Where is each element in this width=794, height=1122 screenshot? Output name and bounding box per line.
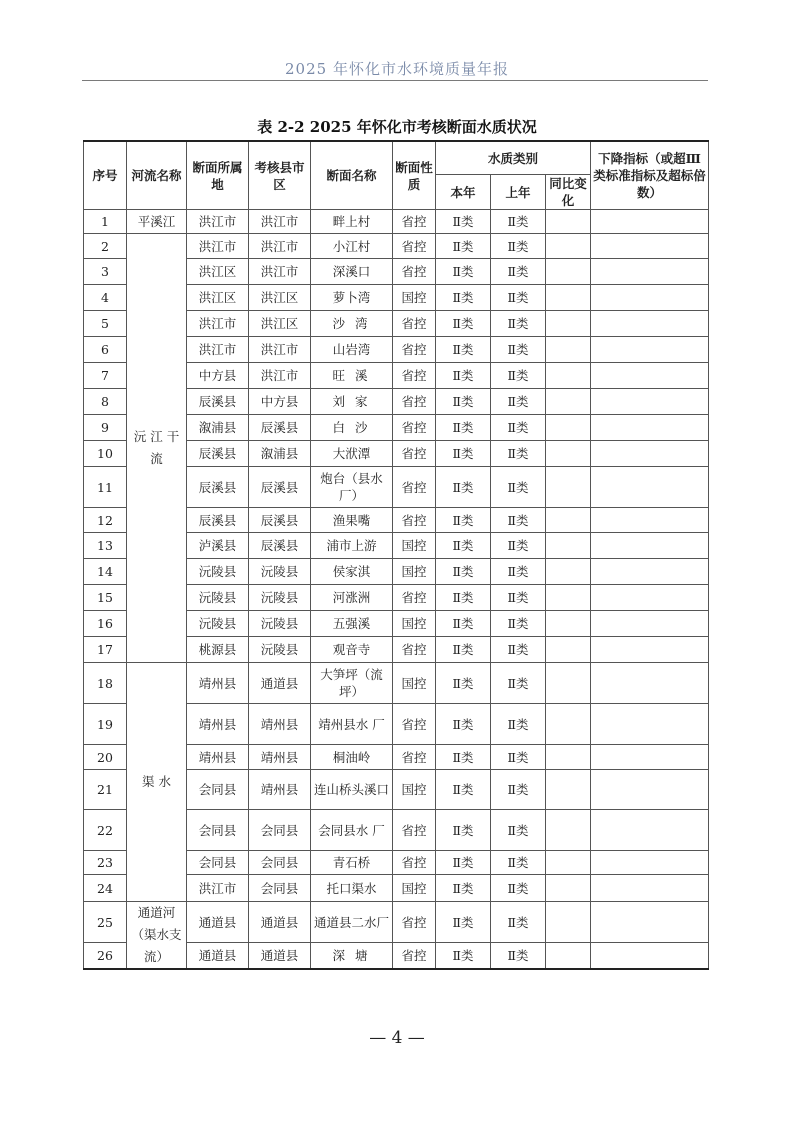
row-class-this-year: Ⅱ类 (436, 508, 491, 533)
row-decline (591, 637, 709, 663)
row-yoy (546, 337, 591, 363)
row-location: 沅陵县 (187, 559, 249, 585)
row-location: 靖州县 (187, 704, 249, 745)
row-class-last-year: Ⅱ类 (491, 441, 546, 467)
row-decline (591, 259, 709, 285)
row-decline (591, 285, 709, 311)
row-seq: 18 (84, 663, 127, 704)
row-section-type: 国控 (393, 533, 436, 559)
row-section-type: 省控 (393, 810, 436, 851)
row-section-name: 托口渠水 (311, 875, 393, 902)
header-location: 断面所属地 (187, 141, 249, 210)
row-location: 洪江区 (187, 285, 249, 311)
river-name: 平溪江 (127, 210, 187, 234)
row-yoy (546, 611, 591, 637)
row-class-last-year: Ⅱ类 (491, 770, 546, 810)
row-seq: 2 (84, 234, 127, 259)
header-this-year: 本年 (436, 175, 491, 210)
row-yoy (546, 533, 591, 559)
header-seq: 序号 (84, 141, 127, 210)
row-seq: 5 (84, 311, 127, 337)
row-section-name: 青石桥 (311, 851, 393, 875)
table-row (84, 663, 709, 704)
row-class-last-year: Ⅱ类 (491, 637, 546, 663)
row-seq: 12 (84, 508, 127, 533)
river-name: 通道河（渠水支流） (127, 902, 187, 970)
header-river: 河流名称 (127, 141, 187, 210)
row-section-name: 渔果嘴 (311, 508, 393, 533)
row-class-this-year: Ⅱ类 (436, 259, 491, 285)
row-class-last-year: Ⅱ类 (491, 943, 546, 969)
row-section-type: 省控 (393, 234, 436, 259)
row-county: 洪江区 (249, 285, 311, 311)
header-water-class: 水质类别 (436, 141, 591, 175)
row-seq: 19 (84, 704, 127, 745)
row-decline (591, 943, 709, 969)
header-last-year: 上年 (491, 175, 546, 210)
row-location: 洪江市 (187, 337, 249, 363)
row-decline (591, 875, 709, 902)
row-section-name: 会同县水 厂 (311, 810, 393, 851)
row-yoy (546, 259, 591, 285)
row-seq: 25 (84, 902, 127, 943)
row-seq: 3 (84, 259, 127, 285)
row-seq: 10 (84, 441, 127, 467)
row-class-this-year: Ⅱ类 (436, 363, 491, 389)
row-class-this-year: Ⅱ类 (436, 285, 491, 311)
row-decline (591, 467, 709, 508)
row-section-name: 深溪口 (311, 259, 393, 285)
row-section-type: 国控 (393, 559, 436, 585)
row-decline (591, 363, 709, 389)
row-county: 通道县 (249, 902, 311, 943)
row-seq: 16 (84, 611, 127, 637)
row-county: 靖州县 (249, 745, 311, 770)
row-section-type: 省控 (393, 704, 436, 745)
row-county: 辰溪县 (249, 508, 311, 533)
row-location: 洪江市 (187, 311, 249, 337)
row-location: 中方县 (187, 363, 249, 389)
row-section-name: 通道县二水厂 (311, 902, 393, 943)
table-body (84, 210, 709, 970)
row-section-name: 小江村 (311, 234, 393, 259)
row-decline (591, 704, 709, 745)
row-class-last-year: Ⅱ类 (491, 259, 546, 285)
row-section-name: 大洑潭 (311, 441, 393, 467)
row-section-type: 国控 (393, 285, 436, 311)
row-location: 辰溪县 (187, 467, 249, 508)
row-county: 洪江市 (249, 363, 311, 389)
row-section-name: 桐油岭 (311, 745, 393, 770)
row-class-last-year: Ⅱ类 (491, 415, 546, 441)
row-class-this-year: Ⅱ类 (436, 770, 491, 810)
row-location: 会同县 (187, 770, 249, 810)
row-class-last-year: Ⅱ类 (491, 311, 546, 337)
row-class-this-year: Ⅱ类 (436, 441, 491, 467)
row-seq: 24 (84, 875, 127, 902)
row-yoy (546, 770, 591, 810)
row-location: 通道县 (187, 943, 249, 969)
row-yoy (546, 637, 591, 663)
row-yoy (546, 210, 591, 234)
page-number: — 4 — (369, 1028, 425, 1048)
header-county: 考核县市区 (249, 141, 311, 210)
row-section-name: 山岩湾 (311, 337, 393, 363)
row-location: 靖州县 (187, 663, 249, 704)
row-class-last-year: Ⅱ类 (491, 234, 546, 259)
row-section-name: 沙 湾 (311, 311, 393, 337)
row-yoy (546, 704, 591, 745)
row-seq: 4 (84, 285, 127, 311)
row-class-last-year: Ⅱ类 (491, 611, 546, 637)
row-section-type: 省控 (393, 210, 436, 234)
row-decline (591, 508, 709, 533)
row-location: 会同县 (187, 810, 249, 851)
row-yoy (546, 559, 591, 585)
row-section-type: 省控 (393, 585, 436, 611)
row-section-type: 省控 (393, 441, 436, 467)
row-county: 沅陵县 (249, 559, 311, 585)
row-class-this-year: Ⅱ类 (436, 704, 491, 745)
row-yoy (546, 745, 591, 770)
row-section-type: 省控 (393, 902, 436, 943)
row-decline (591, 663, 709, 704)
row-seq: 20 (84, 745, 127, 770)
row-class-this-year: Ⅱ类 (436, 851, 491, 875)
row-section-type: 省控 (393, 851, 436, 875)
row-county: 通道县 (249, 943, 311, 969)
row-section-type: 省控 (393, 363, 436, 389)
row-county: 洪江市 (249, 337, 311, 363)
row-class-last-year: Ⅱ类 (491, 585, 546, 611)
row-section-name: 萝卜湾 (311, 285, 393, 311)
row-class-last-year: Ⅱ类 (491, 559, 546, 585)
row-location: 溆浦县 (187, 415, 249, 441)
row-section-name: 靖州县水 厂 (311, 704, 393, 745)
row-class-last-year: Ⅱ类 (491, 533, 546, 559)
row-class-last-year: Ⅱ类 (491, 851, 546, 875)
row-county: 洪江市 (249, 210, 311, 234)
row-section-name: 大笋坪（流坪） (311, 663, 393, 704)
row-section-name: 侯家淇 (311, 559, 393, 585)
row-county: 沅陵县 (249, 585, 311, 611)
row-class-last-year: Ⅱ类 (491, 663, 546, 704)
row-class-this-year: Ⅱ类 (436, 234, 491, 259)
header-yoy: 同比变化 (546, 175, 591, 210)
row-class-this-year: Ⅱ类 (436, 810, 491, 851)
row-location: 辰溪县 (187, 441, 249, 467)
row-seq: 9 (84, 415, 127, 441)
row-location: 辰溪县 (187, 389, 249, 415)
row-county: 辰溪县 (249, 415, 311, 441)
row-seq: 7 (84, 363, 127, 389)
row-section-name: 炮台（县水厂） (311, 467, 393, 508)
row-decline (591, 559, 709, 585)
row-seq: 21 (84, 770, 127, 810)
row-yoy (546, 311, 591, 337)
row-decline (591, 585, 709, 611)
row-location: 会同县 (187, 851, 249, 875)
row-decline (591, 851, 709, 875)
row-section-type: 省控 (393, 508, 436, 533)
row-seq: 15 (84, 585, 127, 611)
row-location: 洪江市 (187, 875, 249, 902)
water-quality-table (83, 140, 709, 970)
row-section-name: 五强溪 (311, 611, 393, 637)
row-section-type: 省控 (393, 311, 436, 337)
row-class-this-year: Ⅱ类 (436, 585, 491, 611)
row-section-type: 省控 (393, 745, 436, 770)
row-decline (591, 210, 709, 234)
row-yoy (546, 851, 591, 875)
row-class-last-year: Ⅱ类 (491, 902, 546, 943)
row-decline (591, 389, 709, 415)
row-class-this-year: Ⅱ类 (436, 533, 491, 559)
row-section-type: 省控 (393, 259, 436, 285)
header-divider (82, 80, 708, 81)
row-location: 洪江市 (187, 234, 249, 259)
row-seq: 6 (84, 337, 127, 363)
row-class-this-year: Ⅱ类 (436, 637, 491, 663)
row-section-name: 畔上村 (311, 210, 393, 234)
row-location: 洪江市 (187, 210, 249, 234)
row-county: 靖州县 (249, 770, 311, 810)
row-yoy (546, 585, 591, 611)
row-class-last-year: Ⅱ类 (491, 337, 546, 363)
row-section-type: 省控 (393, 467, 436, 508)
row-class-last-year: Ⅱ类 (491, 389, 546, 415)
row-class-last-year: Ⅱ类 (491, 745, 546, 770)
row-section-type: 国控 (393, 663, 436, 704)
row-section-type: 省控 (393, 415, 436, 441)
report-header-title: 2025 年怀化市水环境质量年报 (285, 60, 509, 78)
row-location: 靖州县 (187, 745, 249, 770)
row-seq: 26 (84, 943, 127, 969)
row-county: 会同县 (249, 810, 311, 851)
row-seq: 22 (84, 810, 127, 851)
river-name: 渠 水 (127, 663, 187, 902)
row-decline (591, 902, 709, 943)
row-class-this-year: Ⅱ类 (436, 611, 491, 637)
row-seq: 14 (84, 559, 127, 585)
row-seq: 23 (84, 851, 127, 875)
header-section-type: 断面性质 (393, 141, 436, 210)
row-class-this-year: Ⅱ类 (436, 337, 491, 363)
row-class-this-year: Ⅱ类 (436, 943, 491, 969)
row-county: 通道县 (249, 663, 311, 704)
table-caption: 表 2-2 2025 年怀化市考核断面水质状况 (257, 118, 537, 136)
row-seq: 17 (84, 637, 127, 663)
row-yoy (546, 467, 591, 508)
row-class-this-year: Ⅱ类 (436, 663, 491, 704)
row-class-last-year: Ⅱ类 (491, 285, 546, 311)
row-decline (591, 810, 709, 851)
row-section-name: 观音寺 (311, 637, 393, 663)
row-county: 洪江市 (249, 259, 311, 285)
row-seq: 8 (84, 389, 127, 415)
row-class-this-year: Ⅱ类 (436, 902, 491, 943)
row-class-this-year: Ⅱ类 (436, 210, 491, 234)
row-class-this-year: Ⅱ类 (436, 559, 491, 585)
row-section-name: 连山桥头溪口 (311, 770, 393, 810)
row-location: 沅陵县 (187, 585, 249, 611)
header-section-name: 断面名称 (311, 141, 393, 210)
row-location: 桃源县 (187, 637, 249, 663)
row-yoy (546, 285, 591, 311)
row-class-last-year: Ⅱ类 (491, 363, 546, 389)
row-yoy (546, 943, 591, 969)
row-county: 洪江区 (249, 311, 311, 337)
row-section-name: 河涨洲 (311, 585, 393, 611)
row-class-last-year: Ⅱ类 (491, 704, 546, 745)
row-section-name: 刘 家 (311, 389, 393, 415)
row-yoy (546, 875, 591, 902)
row-section-name: 深 塘 (311, 943, 393, 969)
row-county: 沅陵县 (249, 637, 311, 663)
row-county: 靖州县 (249, 704, 311, 745)
river-name: 沅 江 干 流 (127, 234, 187, 663)
row-yoy (546, 663, 591, 704)
row-decline (591, 311, 709, 337)
row-county: 会同县 (249, 875, 311, 902)
row-yoy (546, 810, 591, 851)
row-yoy (546, 389, 591, 415)
table-row (84, 210, 709, 234)
row-location: 辰溪县 (187, 508, 249, 533)
row-section-name: 浦市上游 (311, 533, 393, 559)
row-class-this-year: Ⅱ类 (436, 389, 491, 415)
row-class-last-year: Ⅱ类 (491, 875, 546, 902)
row-class-last-year: Ⅱ类 (491, 508, 546, 533)
table-row (84, 902, 709, 943)
row-yoy (546, 415, 591, 441)
row-section-type: 国控 (393, 611, 436, 637)
row-decline (591, 441, 709, 467)
row-county: 辰溪县 (249, 467, 311, 508)
row-seq: 1 (84, 210, 127, 234)
row-decline (591, 234, 709, 259)
row-section-type: 省控 (393, 337, 436, 363)
row-decline (591, 745, 709, 770)
row-location: 泸溪县 (187, 533, 249, 559)
row-county: 中方县 (249, 389, 311, 415)
row-decline (591, 770, 709, 810)
row-yoy (546, 363, 591, 389)
row-county: 会同县 (249, 851, 311, 875)
row-yoy (546, 234, 591, 259)
header-decline: 下降指标（或超Ⅲ类标准指标及超标倍数） (591, 141, 709, 210)
row-class-this-year: Ⅱ类 (436, 311, 491, 337)
row-class-this-year: Ⅱ类 (436, 467, 491, 508)
row-class-this-year: Ⅱ类 (436, 415, 491, 441)
row-section-type: 省控 (393, 637, 436, 663)
row-yoy (546, 441, 591, 467)
row-decline (591, 611, 709, 637)
row-seq: 13 (84, 533, 127, 559)
row-class-this-year: Ⅱ类 (436, 745, 491, 770)
row-section-type: 国控 (393, 875, 436, 902)
row-section-name: 旺 溪 (311, 363, 393, 389)
row-class-this-year: Ⅱ类 (436, 875, 491, 902)
row-county: 辰溪县 (249, 533, 311, 559)
row-class-last-year: Ⅱ类 (491, 810, 546, 851)
row-location: 沅陵县 (187, 611, 249, 637)
row-location: 通道县 (187, 902, 249, 943)
table-row (84, 234, 709, 259)
row-class-last-year: Ⅱ类 (491, 210, 546, 234)
row-yoy (546, 508, 591, 533)
row-county: 溆浦县 (249, 441, 311, 467)
row-section-name: 白 沙 (311, 415, 393, 441)
row-seq: 11 (84, 467, 127, 508)
row-decline (591, 415, 709, 441)
row-section-type: 省控 (393, 389, 436, 415)
row-decline (591, 337, 709, 363)
row-county: 沅陵县 (249, 611, 311, 637)
row-decline (591, 533, 709, 559)
row-section-type: 国控 (393, 770, 436, 810)
row-class-last-year: Ⅱ类 (491, 467, 546, 508)
row-county: 洪江市 (249, 234, 311, 259)
row-location: 洪江区 (187, 259, 249, 285)
row-yoy (546, 902, 591, 943)
row-section-type: 省控 (393, 943, 436, 969)
